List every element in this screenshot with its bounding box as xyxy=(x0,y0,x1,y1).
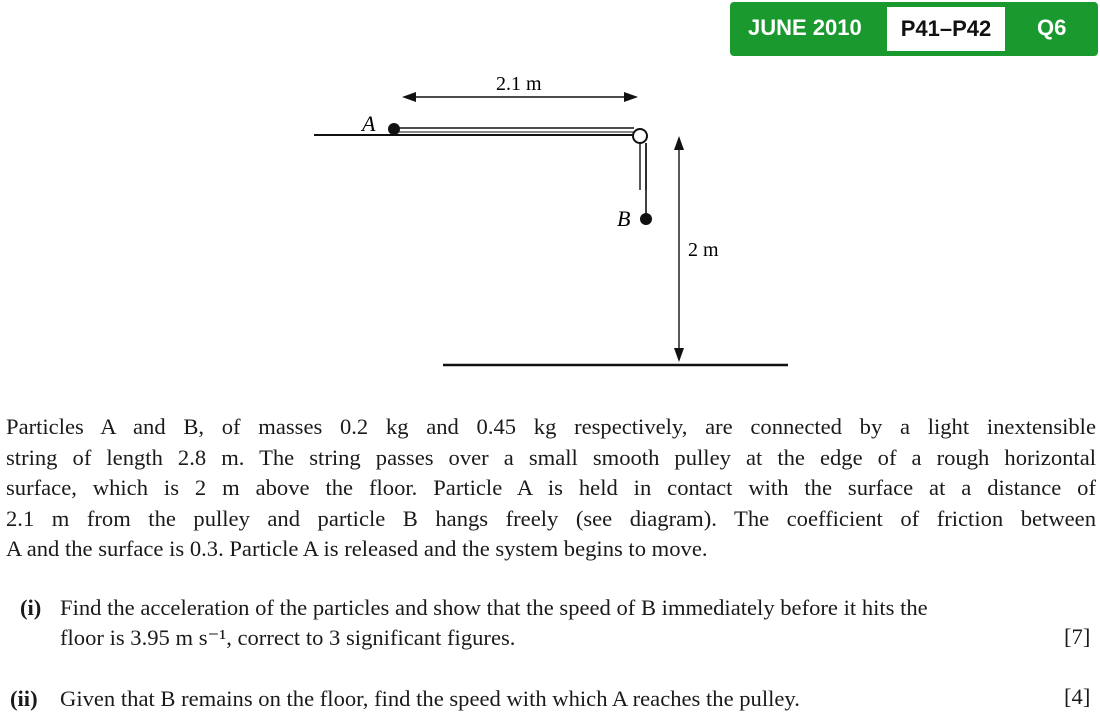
distance-arrow-head-left xyxy=(402,92,416,102)
part-i-line-1: Find the acceleration of the particles and show that the speed of B immediately before it hits the xyxy=(60,595,928,620)
statement-line-5: A and the surface is 0.3. Particle A is released and the system begins to move. xyxy=(6,536,708,561)
paper-label: P41–P42 xyxy=(887,7,1005,51)
statement-line-4: 2.1 m from the pulley and particle B hangs freely (see diagram). The coefficient of friction between xyxy=(6,505,1096,531)
part-ii-marks: [4] xyxy=(1064,684,1091,709)
particle-a xyxy=(388,123,400,135)
question-badge xyxy=(730,2,1098,56)
statement-line-2: string of length 2.8 m. The string passes over a small smooth pulley at the edge of a rough horizontal xyxy=(6,444,1096,470)
part-i-marks: [7] xyxy=(1064,624,1091,649)
statement-line-3: surface, which is 2 m above the floor. Particle A is held in contact with the surface at a distance of xyxy=(6,475,1096,500)
part-ii-number: (ii) xyxy=(10,686,38,711)
question-part-ii xyxy=(0,684,1100,714)
question-number-label: Q6 xyxy=(1037,15,1067,40)
pulley xyxy=(633,129,647,143)
problem-statement xyxy=(6,412,1096,565)
pulley-diagram xyxy=(0,60,1100,380)
session-label: JUNE 2010 xyxy=(748,15,862,40)
label-a: A xyxy=(362,111,376,136)
distance-label: 2.1 m xyxy=(496,73,542,95)
height-label: 2 m xyxy=(688,239,719,261)
part-i-number: (i) xyxy=(20,595,42,620)
label-b: B xyxy=(617,206,631,231)
particle-b xyxy=(640,213,652,225)
height-arrow-head-bottom xyxy=(674,348,684,362)
statement-line-1: Particles A and B, of masses 0.2 kg and 0.45 kg respectively, are connected by a light inextensible xyxy=(6,414,1096,439)
question-part-i xyxy=(0,593,1100,655)
distance-arrow-head-right xyxy=(624,92,638,102)
part-i-line-2: floor is 3.95 m s⁻¹, correct to 3 significant figures. xyxy=(60,625,516,650)
height-arrow-head-top xyxy=(674,136,684,150)
part-ii-line-1: Given that B remains on the floor, find the speed with which A reaches the pulley. xyxy=(60,686,800,711)
